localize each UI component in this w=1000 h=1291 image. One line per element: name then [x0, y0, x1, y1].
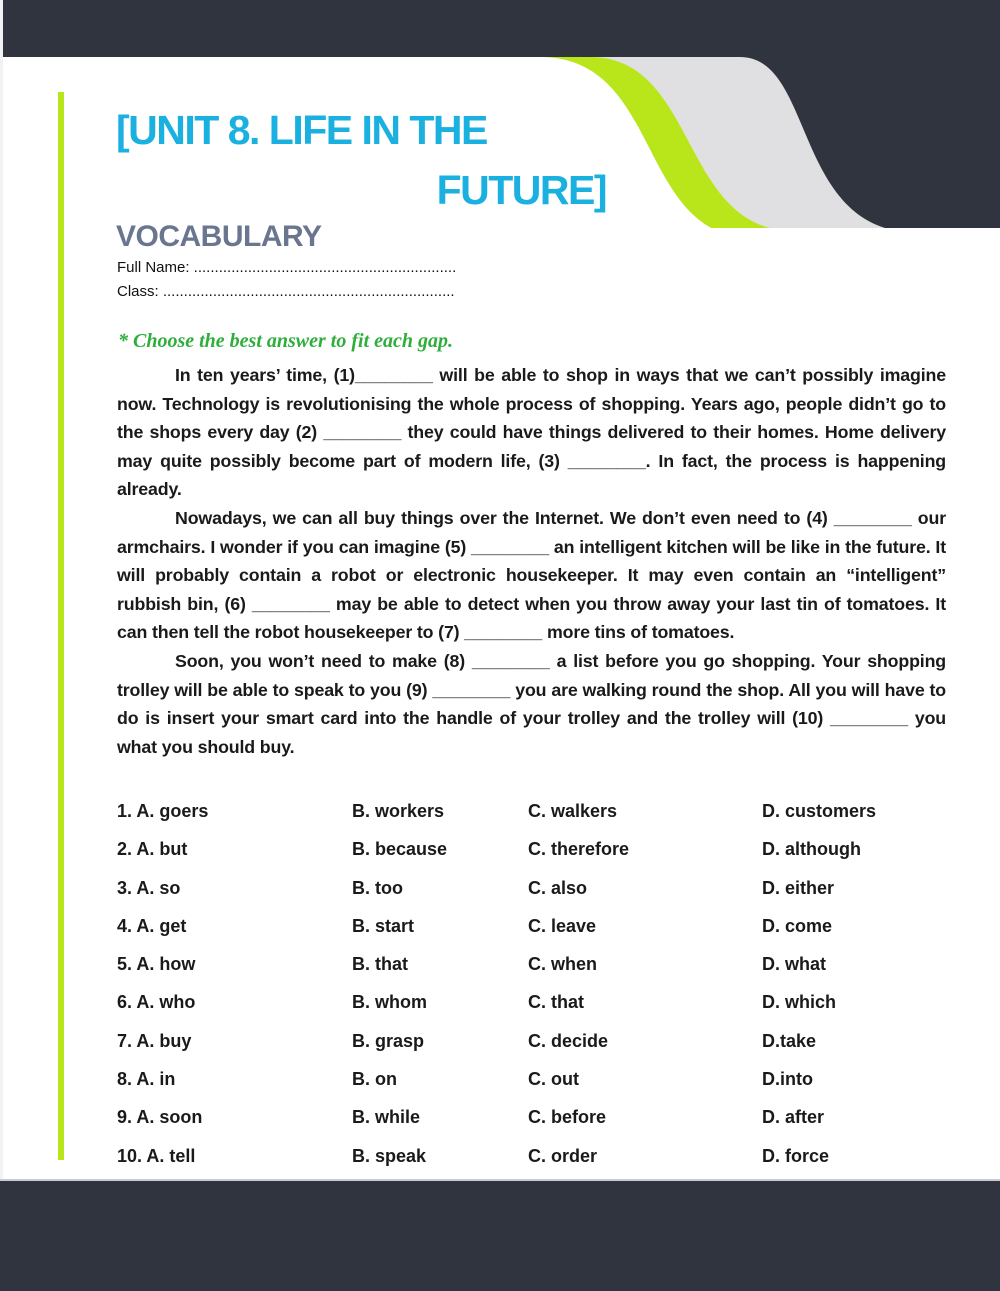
- option-d[interactable]: D. come: [762, 915, 833, 936]
- unit-title: [116, 100, 606, 220]
- option-b[interactable]: B. too: [352, 877, 403, 898]
- option-d[interactable]: D. force: [762, 1145, 830, 1166]
- option-c[interactable]: C. when: [528, 954, 598, 975]
- option-c[interactable]: C. also: [528, 877, 588, 898]
- option-b[interactable]: B. while: [352, 1107, 421, 1128]
- option-d[interactable]: D. what: [762, 954, 827, 975]
- option-a[interactable]: 4. A. get: [117, 915, 187, 936]
- option-b[interactable]: B. start: [352, 915, 415, 936]
- option-a[interactable]: 9. A. soon: [117, 1107, 203, 1128]
- option-a[interactable]: 1. A. goers: [117, 801, 209, 821]
- question-row-4: [117, 912, 946, 950]
- passage-paragraph-2: Nowadays, we can all buy things over the Internet. We don’t even need to (4) ________ our armchairs. I wonder if you can imagine (5) ________ an intelligent kitchen will be like in the future. It will probably contain a robot or electronic housekeeper. It may even contain an “intelligent” rubbish bin, (6) ________ may be able to detect when you throw away your last tin of tomatoes. It can then tell the robot housekeeper to (7) ________ more tins of tomatoes.: [117, 507, 946, 643]
- option-c[interactable]: C. decide: [528, 1030, 609, 1051]
- option-d[interactable]: D. after: [762, 1107, 825, 1128]
- option-a[interactable]: 7. A. buy: [117, 1030, 192, 1051]
- option-d[interactable]: D. which: [762, 992, 837, 1013]
- option-a[interactable]: 3. A. so: [117, 877, 181, 898]
- page-left-edge: [0, 0, 3, 1291]
- option-a[interactable]: 5. A. how: [117, 954, 196, 975]
- option-d[interactable]: D. customers: [762, 801, 877, 821]
- question-row-6: [117, 988, 946, 1026]
- option-b[interactable]: B. grasp: [352, 1030, 425, 1051]
- class-field: Class: ......................................................................: [117, 283, 455, 300]
- option-c[interactable]: C. before: [528, 1107, 607, 1128]
- option-b[interactable]: B. whom: [352, 992, 427, 1013]
- option-a[interactable]: 6. A. who: [117, 992, 196, 1013]
- section-heading: VOCABULARY: [116, 220, 322, 253]
- unit-title-line1: [UNIT 8. LIFE IN THE: [116, 107, 487, 153]
- question-row-5: [117, 950, 946, 988]
- answer-options: [117, 797, 946, 1180]
- question-row-3: [117, 874, 946, 912]
- option-b[interactable]: B. because: [352, 839, 448, 860]
- footer-divider: [0, 1179, 1000, 1181]
- option-a[interactable]: 2. A. but: [117, 839, 188, 860]
- option-a[interactable]: 10. A. tell: [117, 1145, 196, 1166]
- option-c[interactable]: C. out: [528, 1069, 579, 1090]
- question-row-7: [117, 1027, 946, 1065]
- passage-paragraph-3: Soon, you won’t need to make (8) ________ a list before you go shopping. Your shopping trolley will be able to speak to you (9) ________ you are walking round the shop. All you will have to do is insert your smart card into the handle of your trolley and the trolley will (10) ________ you what you should buy.: [117, 650, 946, 757]
- option-b[interactable]: B. on: [352, 1069, 397, 1090]
- option-b[interactable]: B. workers: [352, 801, 445, 821]
- question-row-10: [117, 1142, 946, 1180]
- unit-title-line2: FUTURE]: [436, 167, 606, 213]
- question-row-2: [117, 835, 946, 873]
- side-accent-bar: [58, 92, 64, 1160]
- option-a[interactable]: 8. A. in: [117, 1069, 176, 1090]
- option-d[interactable]: D.take: [762, 1030, 817, 1051]
- option-d[interactable]: D.into: [762, 1069, 813, 1090]
- option-c[interactable]: C. walkers: [528, 801, 618, 821]
- reading-passage: [117, 361, 946, 761]
- option-b[interactable]: B. speak: [352, 1145, 427, 1166]
- exercise-instruction: * Choose the best answer to fit each gap.: [118, 330, 454, 352]
- full-name-field: Full Name: ...............................................................: [117, 259, 457, 276]
- question-row-9: [117, 1103, 946, 1141]
- question-row-1: [117, 797, 946, 835]
- option-c[interactable]: C. therefore: [528, 839, 630, 860]
- option-c[interactable]: C. leave: [528, 915, 597, 936]
- footer-dark-band: [0, 1179, 1000, 1291]
- question-row-8: [117, 1065, 946, 1103]
- passage-paragraph-1: In ten years’ time, (1)________ will be able to shop in ways that we can’t possibly imagine now. Technology is revolutionising the whole process of shopping. Years ago, people didn’t go to the shops every day (2) ________ they could have things delivered to their homes. Home delivery may quite possibly become part of modern life, (3) ________. In fact, the process is happening already.: [117, 365, 946, 500]
- option-d[interactable]: D. although: [762, 839, 861, 860]
- option-c[interactable]: C. order: [528, 1145, 598, 1166]
- option-b[interactable]: B. that: [352, 954, 408, 975]
- option-c[interactable]: C. that: [528, 992, 584, 1013]
- option-d[interactable]: D. either: [762, 877, 835, 898]
